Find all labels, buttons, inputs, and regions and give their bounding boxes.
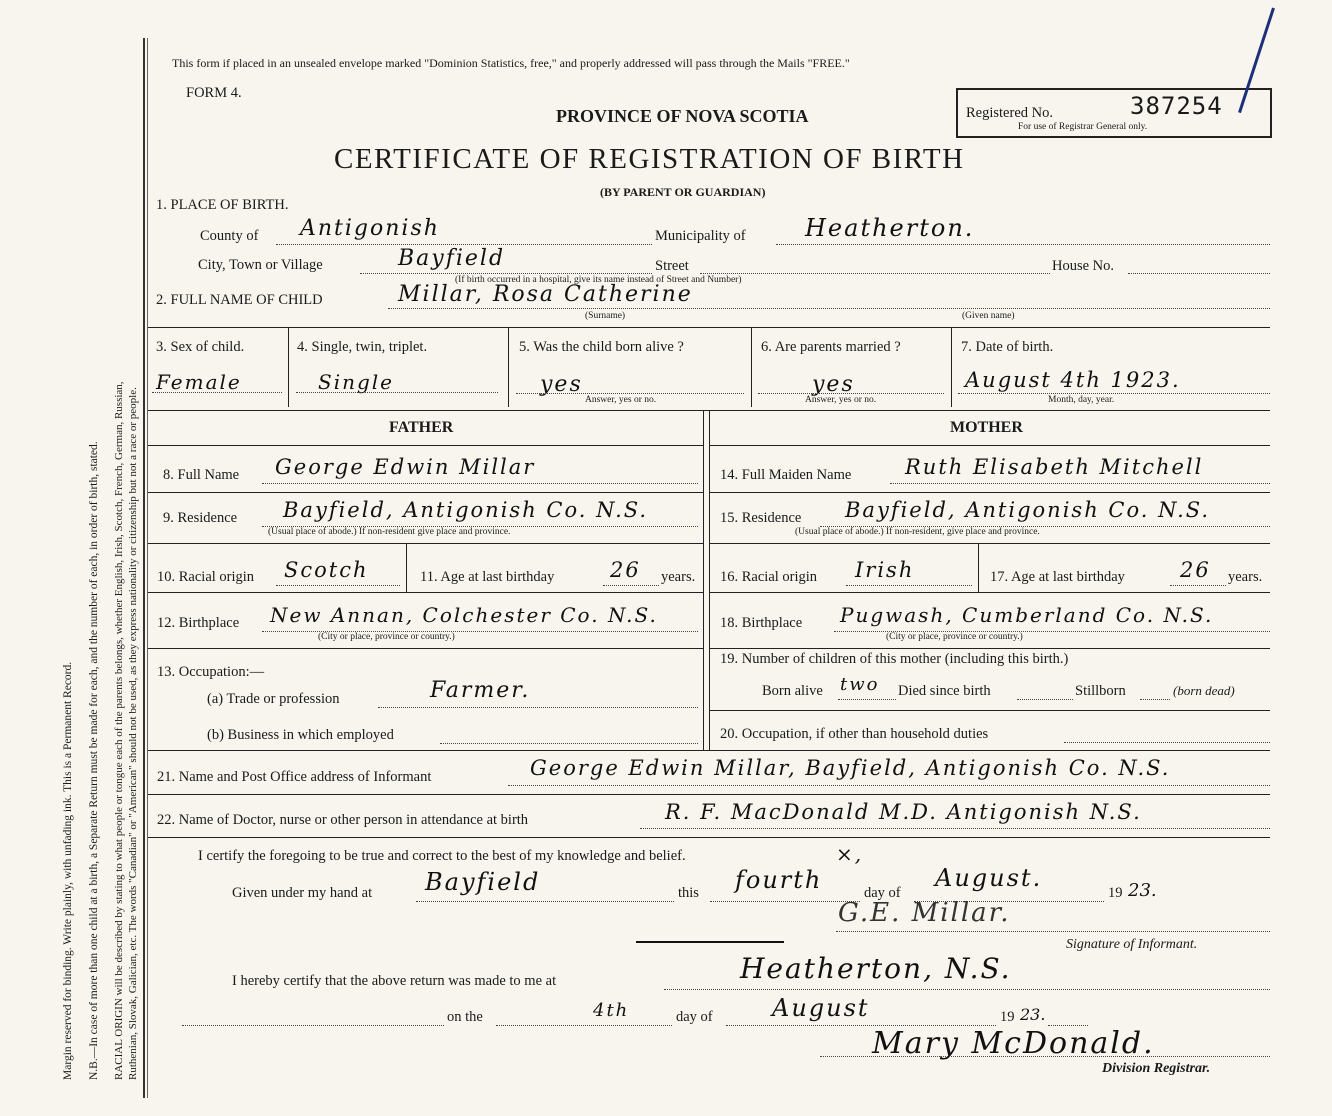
sex-label: 3. Sex of child. xyxy=(156,339,245,355)
registrar-day-of-label: day of xyxy=(676,1009,713,1025)
plurality-value: Single xyxy=(318,370,395,394)
margin-note-2: N.B.—In case of more than one child at a birth, a Separate Return must be made for each, and the number of each, in order of birth, stated. xyxy=(88,441,100,1080)
father-residence-note: (Usual place of abode.) If non-resident give place and province. xyxy=(268,527,511,537)
mother-racial-value: Irish xyxy=(855,558,915,582)
mother-racial-label: 16. Racial origin xyxy=(720,569,818,585)
informant-signature-label: Signature of Informant. xyxy=(1066,937,1198,952)
father-racial-label: 10. Racial origin xyxy=(157,569,255,585)
registrar-signature: Mary McDonald. xyxy=(872,1026,1155,1061)
parents-married-answer: yes xyxy=(812,372,855,397)
mother-birthplace-value: Pugwash, Cumberland Co. N.S. xyxy=(840,603,1214,627)
given-year-value: 23. xyxy=(1128,880,1157,901)
this-label: this xyxy=(678,885,699,901)
born-alive-count-value: two xyxy=(840,674,880,695)
given-day-value: fourth xyxy=(735,866,823,894)
father-racial-value: Scotch xyxy=(284,558,369,582)
mother-birthplace-note: (City or place, province or country.) xyxy=(886,632,1023,642)
county-value: Antigonish xyxy=(300,216,440,241)
mail-notice: This form if placed in an unsealed envelope marked "Dominion Statistics, free," and properly addressed will pass through the Mails "FREE." xyxy=(172,56,850,70)
street-label: Street xyxy=(655,258,689,274)
county-label: County of xyxy=(200,228,259,244)
mother-residence-note: (Usual place of abode.) If non-resident, give place and province. xyxy=(795,527,1040,537)
on-the-label: on the xyxy=(447,1009,483,1025)
born-alive-count-label: Born alive xyxy=(762,683,823,699)
father-birthplace-label: 12. Birthplace xyxy=(157,615,240,631)
given-month-value: August. xyxy=(935,864,1043,892)
plurality-label: 4. Single, twin, triplet. xyxy=(297,339,428,355)
father-heading: FATHER xyxy=(389,419,454,436)
died-since-birth-label: Died since birth xyxy=(898,683,991,699)
father-age-value: 26 xyxy=(610,558,641,582)
city-label: City, Town or Village xyxy=(198,257,323,273)
mother-age-label: 17. Age at last birthday xyxy=(990,569,1125,585)
father-age-unit: years. xyxy=(661,569,696,585)
parents-married-note: Answer, yes or no. xyxy=(805,395,877,405)
doctor-label: 22. Name of Doctor, nurse or other person in attendance at birth xyxy=(157,812,529,828)
margin-line-2 xyxy=(147,38,148,1098)
division-registrar-label: Division Registrar. xyxy=(1102,1061,1211,1076)
father-name-label: 8. Full Name xyxy=(163,467,240,483)
registrar-month-value: August xyxy=(772,994,870,1022)
registrar-year-value: 23. xyxy=(1020,1005,1046,1024)
child-name-value: Millar, Rosa Catherine xyxy=(398,282,693,307)
informant-mark: ×, xyxy=(836,842,864,866)
father-residence-label: 9. Residence xyxy=(163,510,238,526)
certificate-title: CERTIFICATE OF REGISTRATION OF BIRTH xyxy=(334,143,965,175)
dob-note: Month, day, year. xyxy=(1048,395,1115,405)
registrar-statement: I hereby certify that the above return was made to me at xyxy=(232,973,557,989)
margin-line xyxy=(143,38,145,1098)
born-alive-question-label: 5. Was the child born alive ? xyxy=(519,339,684,355)
given-place-value: Bayfield xyxy=(425,868,541,896)
margin-note-3: RACIAL ORIGIN will be described by stating to what people or tongue each of the parents belongs, whether English, Irish, Scotch, French, German, Russian, xyxy=(113,381,125,1080)
hospital-note: (If birth occurred in a hospital, give its name instead of Street and Number) xyxy=(455,275,742,285)
informant-signature: G.E. Millar. xyxy=(838,898,1011,928)
dob-value: August 4th 1923. xyxy=(965,368,1181,392)
mother-birthplace-label: 18. Birthplace xyxy=(720,615,803,631)
year-prefix: 19 xyxy=(1108,885,1123,901)
margin-note-1: Margin reserved for binding. Write plainly, with unfading ink. This is a Permanent Record. xyxy=(62,661,74,1080)
father-birthplace-value: New Annan, Colchester Co. N.S. xyxy=(270,603,658,627)
father-birthplace-note: (City or place, province or country.) xyxy=(318,632,455,642)
trade-value: Farmer. xyxy=(430,678,531,703)
registered-no-label: Registered No. xyxy=(966,105,1053,121)
registrar-place-value: Heatherton, N.S. xyxy=(740,952,1012,985)
mother-age-unit: years. xyxy=(1228,569,1263,585)
registrar-general-note: For use of Registrar General only. xyxy=(1018,122,1148,132)
father-residence-value: Bayfield, Antigonish Co. N.S. xyxy=(283,498,649,522)
surname-note: (Surname) xyxy=(585,311,626,321)
municipality-value: Heatherton. xyxy=(805,214,975,242)
mother-residence-label: 15. Residence xyxy=(720,510,802,526)
province-heading: PROVINCE OF NOVA SCOTIA xyxy=(556,106,809,126)
mother-occupation-label: 20. Occupation, if other than household duties xyxy=(720,726,989,742)
informant-value: George Edwin Millar, Bayfield, Antigonish Co. N.S. xyxy=(530,756,1171,780)
born-alive-note: Answer, yes or no. xyxy=(585,395,657,405)
certificate-subtitle: (BY PARENT OR GUARDIAN) xyxy=(600,185,766,199)
mother-residence-value: Bayfield, Antigonish Co. N.S. xyxy=(845,498,1211,522)
given-name-note: (Given name) xyxy=(962,311,1015,321)
municipality-label: Municipality of xyxy=(655,228,746,244)
form-number: FORM 4. xyxy=(186,85,242,101)
given-under-hand-label: Given under my hand at xyxy=(232,885,373,901)
father-name-value: George Edwin Millar xyxy=(275,455,536,479)
informant-label: 21. Name and Post Office address of Informant xyxy=(157,769,432,785)
sex-value: Female xyxy=(156,370,242,394)
stillborn-note: (born dead) xyxy=(1173,683,1235,698)
registrar-year-prefix: 19 xyxy=(1000,1009,1015,1025)
place-of-birth-label: 1. PLACE OF BIRTH. xyxy=(156,197,289,213)
trade-label: (a) Trade or profession xyxy=(207,691,340,707)
born-alive-answer: yes xyxy=(540,372,583,397)
business-label: (b) Business in which employed xyxy=(207,727,394,743)
mother-name-label: 14. Full Maiden Name xyxy=(720,467,852,483)
mother-age-value: 26 xyxy=(1180,558,1211,582)
house-no-label: House No. xyxy=(1052,258,1115,274)
stillborn-label: Stillborn xyxy=(1075,683,1126,699)
parents-married-label: 6. Are parents married ? xyxy=(761,339,901,355)
father-occupation-label: 13. Occupation:— xyxy=(157,664,265,680)
children-count-label: 19. Number of children of this mother (including this birth.) xyxy=(720,651,1069,667)
doctor-value: R. F. MacDonald M.D. Antigonish N.S. xyxy=(665,800,1142,824)
certify-statement: I certify the foregoing to be true and correct to the best of my knowledge and belief. xyxy=(198,848,686,864)
mother-name-value: Ruth Elisabeth Mitchell xyxy=(905,455,1204,479)
dob-label: 7. Date of birth. xyxy=(961,339,1054,355)
mother-heading: MOTHER xyxy=(950,419,1023,436)
margin-note-4: Ruthenian, Slovak, Galician, etc. The words "Canadian" or "American" should not be used, as they express nationality or citizenship but not a race or people. xyxy=(127,387,139,1080)
city-value: Bayfield xyxy=(398,246,506,271)
father-age-label: 11. Age at last birthday xyxy=(420,569,555,585)
day-of-label: day of xyxy=(864,885,901,901)
child-name-label: 2. FULL NAME OF CHILD xyxy=(156,292,323,308)
registrar-day-value: 4th xyxy=(593,1000,630,1021)
registered-no-value: 387254 xyxy=(1130,92,1223,120)
